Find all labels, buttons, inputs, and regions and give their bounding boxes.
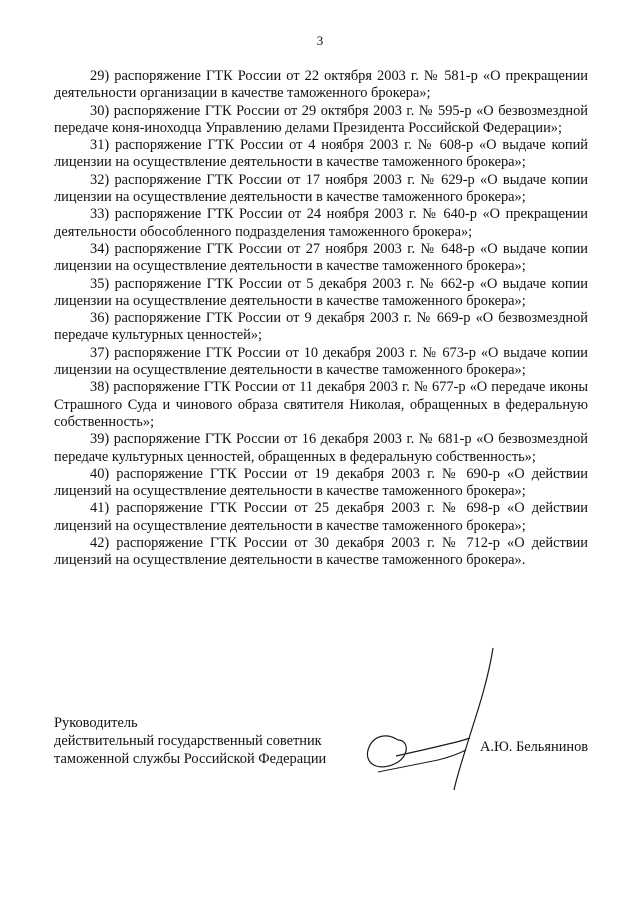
list-item: 40) распоряжение ГТК России от 19 декабря 2003 г. № 690-р «О действии лицензий на осуществление деятельности в качестве таможенного брокера»; bbox=[54, 465, 588, 500]
list-item: 31) распоряжение ГТК России от 4 ноября 2003 г. № 608-р «О выдаче копий лицензии на осуществление деятельности в качестве таможенного брокера»; bbox=[54, 137, 588, 171]
signer-name: А.Ю. Бельянинов bbox=[480, 739, 589, 755]
list-item: 37) распоряжение ГТК России от 10 декабря 2003 г. № 673-р «О выдаче копии лицензии на осуществление деятельности в качестве таможенного брокера»; bbox=[54, 344, 588, 379]
list-item: 35) распоряжение ГТК России от 5 декабря 2003 г. № 662-р «О выдаче копии лицензии на осуществление деятельности в качестве таможенного брокера»; bbox=[54, 275, 588, 309]
list-item: 41) распоряжение ГТК России от 25 декабря 2003 г. № 698-р «О действии лицензий на осуществление деятельности в качестве таможенного брокера»; bbox=[54, 500, 588, 534]
list-item: 30) распоряжение ГТК России от 29 октября 2003 г. № 595-р «О безвозмездной передаче коня-иноходца Управлению делами Президента Российской Федерации»; bbox=[54, 102, 588, 136]
list-item: 42) распоряжение ГТК России от 30 декабря 2003 г. № 712-р «О действии лицензий на осуществление деятельности в качестве таможенного брокера». bbox=[54, 535, 588, 569]
signer-position-line: Руководитель bbox=[54, 715, 138, 731]
list-item: 34) распоряжение ГТК России от 27 ноября 2003 г. № 648-р «О выдаче копии лицензии на осуществление деятельности в качестве таможенного брокера»; bbox=[54, 240, 588, 275]
list-item: 39) распоряжение ГТК России от 16 декабря 2003 г. № 681-р «О безвозмездной передаче культурных ценностей, обращенных в федеральную собственность»; bbox=[54, 431, 588, 465]
order-list bbox=[54, 68, 588, 570]
signer-rank-line: действительный государственный советник bbox=[54, 733, 322, 750]
page-number: 3 bbox=[316, 33, 324, 48]
list-item: 32) распоряжение ГТК России от 17 ноября 2003 г. № 629-р «О выдаче копии лицензии на осуществление деятельности в качестве таможенного брокера»; bbox=[54, 171, 588, 206]
list-item: 36) распоряжение ГТК России от 9 декабря 2003 г. № 669-р «О безвозмездной передаче культурных ценностей»; bbox=[54, 310, 588, 344]
list-item: 33) распоряжение ГТК России от 24 ноября 2003 г. № 640-р «О прекращении деятельности обособленного подразделения таможенного брокера»; bbox=[54, 206, 588, 240]
list-item: 38) распоряжение ГТК России от 11 декабря 2003 г. № 677-р «О передаче иконы Страшного Суда и чинового образа святителя Николая, обращенных в федеральную собственность»; bbox=[54, 379, 588, 430]
list-item: 29) распоряжение ГТК России от 22 октября 2003 г. № 581-р «О прекращении деятельности организации в качестве таможенного брокера»; bbox=[54, 68, 588, 102]
signer-service-line: таможенной службы Российской Федерации bbox=[54, 751, 327, 768]
